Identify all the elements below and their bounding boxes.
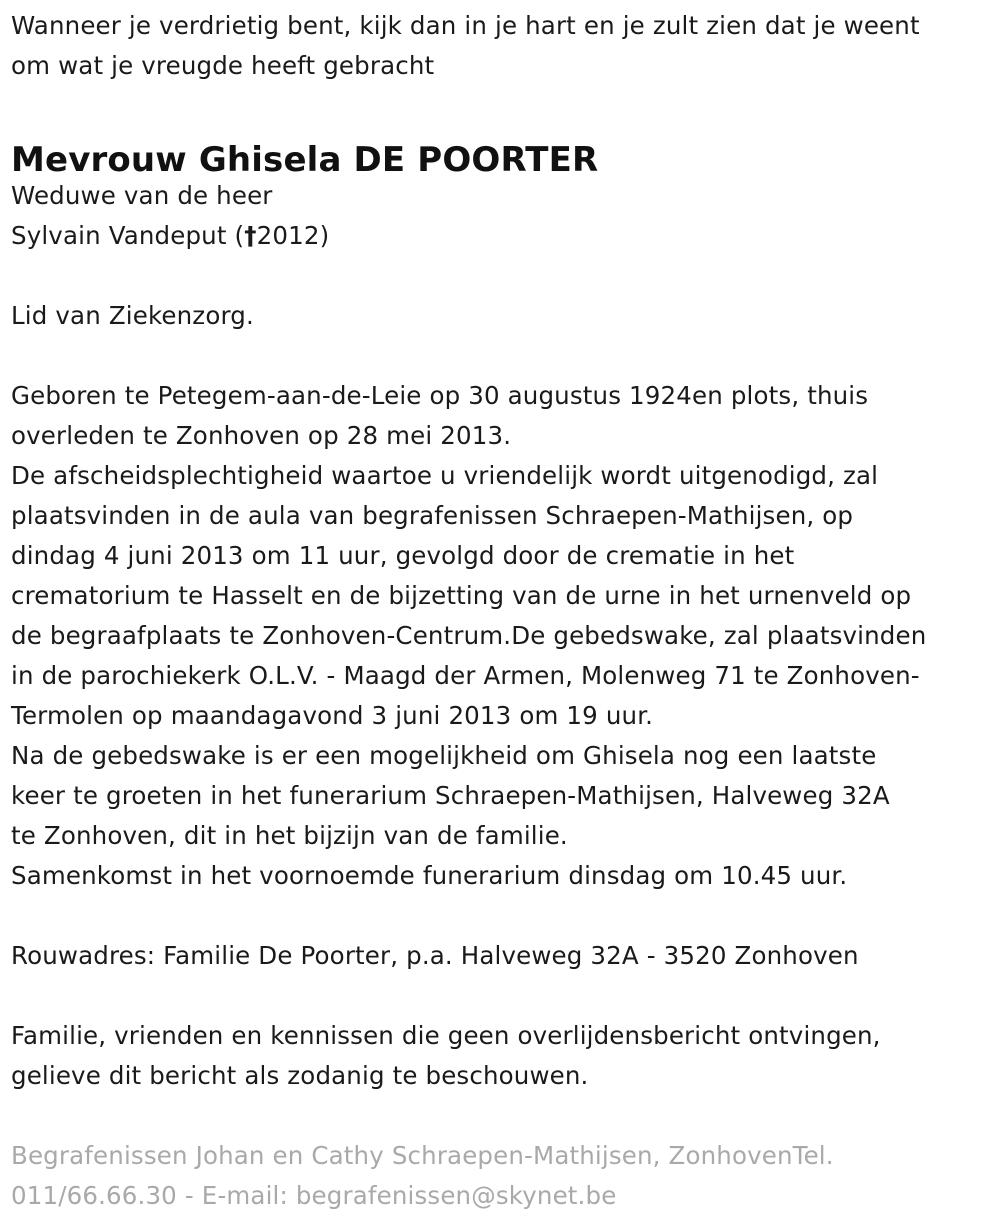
- spacer: [11, 336, 991, 376]
- spouse-prefix: Sylvain Vandeput (: [11, 221, 245, 250]
- membership: [11, 296, 991, 336]
- spacer: [11, 256, 991, 296]
- quote: [11, 6, 991, 86]
- details-line: de begraafplaats te Zonhoven-Centrum.De gebedswake, zal plaatsvinden: [11, 621, 927, 650]
- details-line: Geboren te Petegem-aan-de-Leie op 30 augustus 1924en plots, thuis: [11, 381, 869, 410]
- mourning-address: [11, 936, 991, 976]
- spouse-suffix: 2012): [256, 221, 330, 250]
- details-line: dindag 4 juni 2013 om 11 uur, gevolgd door de crematie in het: [11, 541, 795, 570]
- deceased-name-text: Mevrouw Ghisela DE POORTER: [11, 140, 599, 180]
- deceased-name: [11, 126, 991, 180]
- quote-line-2: om wat je vreugde heeft gebracht: [11, 51, 435, 80]
- funeral-home-footer: [11, 1136, 991, 1216]
- details-line: te Zonhoven, dit in het bijzijn van de familie.: [11, 821, 568, 850]
- spouse-line: [11, 216, 991, 256]
- widow-line: Weduwe van de heer: [11, 181, 273, 210]
- details-line: crematorium te Hasselt en de bijzetting van de urne in het urnenveld op: [11, 581, 912, 610]
- notice-line-1: Familie, vrienden en kennissen die geen overlijdensbericht ontvingen,: [11, 1021, 881, 1050]
- notice: [11, 1016, 991, 1096]
- spacer: [11, 1096, 991, 1136]
- details-line: plaatsvinden in de aula van begrafenissen Schraepen-Mathijsen, op: [11, 501, 854, 530]
- footer-line-1: Begrafenissen Johan en Cathy Schraepen-Mathijsen, ZonhovenTel.: [11, 1141, 834, 1170]
- mourning-address-text: Rouwadres: Familie De Poorter, p.a. Halveweg 32A - 3520 Zonhoven: [11, 941, 859, 970]
- spouse-info: [11, 176, 991, 256]
- membership-text: Lid van Ziekenzorg.: [11, 301, 254, 330]
- details-line: keer te groeten in het funerarium Schraepen-Mathijsen, Halveweg 32A: [11, 781, 890, 810]
- cross-icon: †: [244, 221, 257, 250]
- details-line: Termolen op maandagavond 3 juni 2013 om 19 uur.: [11, 701, 654, 730]
- details-line: Samenkomst in het voornoemde funerarium dinsdag om 10.45 uur.: [11, 861, 848, 890]
- quote-line-1: Wanneer je verdrietig bent, kijk dan in je hart en je zult zien dat je weent: [11, 11, 920, 40]
- details: [11, 376, 991, 896]
- details-line: overleden te Zonhoven op 28 mei 2013.: [11, 421, 512, 450]
- details-line: Na de gebedswake is er een mogelijkheid om Ghisela nog een laatste: [11, 741, 877, 770]
- obituary-page: [11, 6, 991, 1216]
- spacer: [11, 896, 991, 936]
- details-line: De afscheidsplechtigheid waartoe u vriendelijk wordt uitgenodigd, zal: [11, 461, 879, 490]
- footer-line-2: 011/66.66.30 - E-mail: begrafenissen@skynet.be: [11, 1181, 617, 1210]
- spacer: [11, 976, 991, 1016]
- notice-line-2: gelieve dit bericht als zodanig te beschouwen.: [11, 1061, 589, 1090]
- details-line: in de parochiekerk O.L.V. - Maagd der Armen, Molenweg 71 te Zonhoven-: [11, 661, 920, 690]
